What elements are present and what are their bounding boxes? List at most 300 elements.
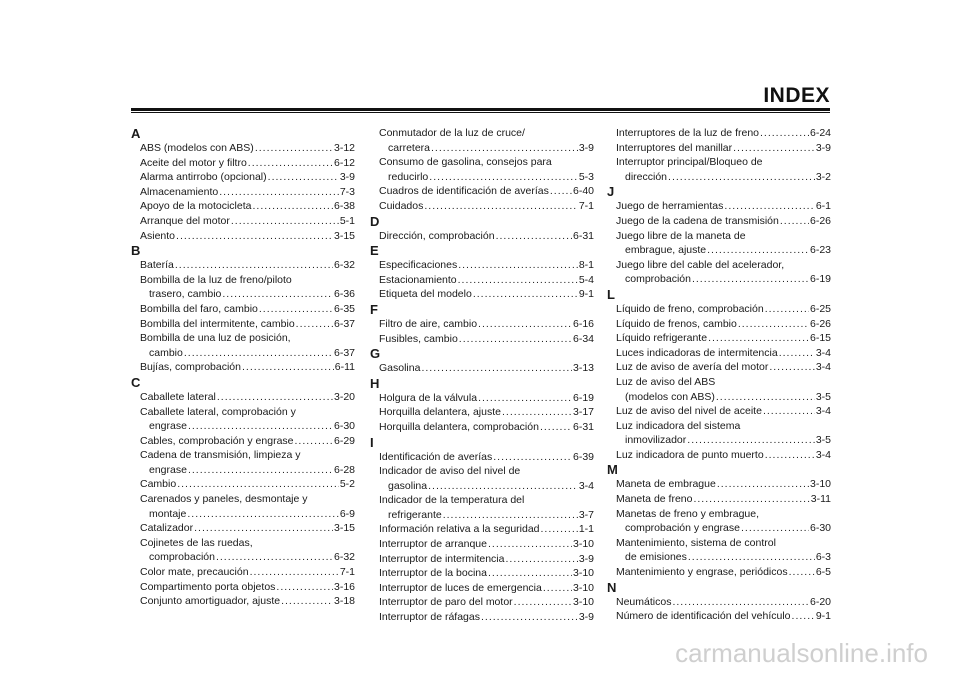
entry-text: Líquido de frenos, cambio <box>616 317 737 330</box>
entry-text: Interruptor de ráfagas <box>379 611 480 624</box>
entry-text: Interruptores de la luz de freno <box>616 127 760 139</box>
index-entry-continuation <box>370 508 594 523</box>
entry-page-number: 9-1 <box>578 288 594 301</box>
entry-page-number: 6-25 <box>809 302 831 315</box>
section-letter: C <box>131 374 141 390</box>
index-entry <box>370 258 594 273</box>
index-entry <box>131 141 355 156</box>
index-entry <box>607 507 831 522</box>
index-entry <box>370 537 594 552</box>
title-rule <box>131 108 830 113</box>
entry-text: reducirlo <box>388 170 429 183</box>
entry-text: Identificación de averías <box>379 450 493 463</box>
entry-page-number: 6-32 <box>333 259 355 272</box>
entry-text: Número de identificación del vehículo <box>616 610 791 623</box>
entry-page-number: 6-20 <box>809 595 831 608</box>
dot-leader <box>473 287 578 302</box>
entry-text: Horquilla delantera, ajuste <box>379 406 501 419</box>
dot-leader <box>493 450 572 465</box>
entry-page-number: 6-37 <box>333 346 355 359</box>
entry-page-number: 3-10 <box>572 581 594 594</box>
entry-page-number: 6-26 <box>809 214 831 227</box>
entry-page-number: 6-5 <box>815 566 831 579</box>
dot-leader <box>724 199 814 214</box>
index-entry <box>370 581 594 596</box>
dot-leader <box>708 331 809 346</box>
entry-page-number: 3-12 <box>333 142 355 154</box>
index-entry <box>607 229 831 244</box>
dot-leader <box>231 214 339 229</box>
dot-leader <box>741 521 809 536</box>
dot-leader <box>431 141 578 156</box>
index-entry <box>131 536 355 551</box>
entry-page-number: 3-4 <box>578 479 594 492</box>
dot-leader <box>769 360 814 375</box>
entry-text: Bombilla de una luz de posición, <box>140 332 291 345</box>
dot-leader <box>255 141 333 156</box>
entry-text: Luz indicadora del sistema <box>616 419 741 432</box>
dot-leader <box>668 170 815 185</box>
dot-leader <box>219 185 339 200</box>
index-entry <box>131 258 355 273</box>
index-entry-continuation <box>607 272 831 287</box>
entry-text: comprobación <box>625 273 691 286</box>
entry-text: dirección <box>625 170 668 183</box>
index-entry-continuation <box>131 346 355 361</box>
entry-text: Mantenimiento, sistema de control <box>616 536 776 549</box>
index-entry <box>370 332 594 347</box>
dot-leader <box>541 522 578 537</box>
index-column-2 <box>370 126 594 625</box>
dot-leader <box>505 552 577 567</box>
entry-text: Indicador de aviso del nivel de <box>379 465 521 478</box>
dot-leader <box>488 537 572 552</box>
entry-page-number: 3-10 <box>572 567 594 580</box>
index-entry-continuation <box>607 550 831 565</box>
entry-text: Maneta de embrague <box>616 478 716 491</box>
entry-text: Filtro de aire, cambio <box>379 317 478 330</box>
index-entry-continuation <box>607 170 831 185</box>
section-letter: M <box>607 462 618 478</box>
entry-text: Bombilla de la luz de freno/piloto <box>140 273 292 286</box>
entry-page-number: 3-4 <box>815 448 831 461</box>
index-entry <box>131 360 355 375</box>
index-entry <box>131 492 355 507</box>
section-letter: B <box>131 243 141 259</box>
entry-text: Conjunto amortiguador, ajuste <box>140 595 281 608</box>
index-entry <box>607 419 831 434</box>
entry-text: montaje <box>149 507 187 520</box>
entry-page-number: 7-1 <box>578 199 594 212</box>
dot-leader <box>738 317 809 332</box>
entry-text: Color mate, precaución <box>140 566 249 579</box>
entry-text: Arranque del motor <box>140 214 230 227</box>
section-letter: J <box>607 184 615 200</box>
dot-leader <box>540 420 572 435</box>
entry-page-number: 3-9 <box>578 141 594 154</box>
entry-text: Interruptor de la bocina <box>379 567 487 580</box>
dot-leader <box>543 581 572 596</box>
dot-leader <box>478 317 572 332</box>
entry-page-number: 3-9 <box>339 171 355 184</box>
entry-page-number: 6-39 <box>572 450 594 463</box>
entry-page-number: 1-1 <box>578 523 594 536</box>
dot-leader <box>779 346 815 361</box>
index-entry-continuation <box>131 463 355 478</box>
entry-page-number: 6-28 <box>333 463 355 476</box>
entry-text: Bombilla del intermitente, cambio <box>140 317 295 330</box>
index-entry <box>370 199 594 214</box>
dot-leader <box>792 609 815 624</box>
entry-page-number: 6-3 <box>815 551 831 564</box>
index-entry <box>370 566 594 581</box>
section-letter: I <box>370 434 374 450</box>
dot-leader <box>424 199 577 214</box>
index-entry-continuation <box>607 243 831 258</box>
entry-page-number: 3-20 <box>333 390 355 403</box>
entry-page-number: 6-40 <box>572 185 594 198</box>
entry-page-number: 6-35 <box>333 302 355 315</box>
dot-leader <box>222 287 333 302</box>
index-entry-continuation <box>607 521 831 536</box>
index-entry <box>131 170 355 185</box>
entry-text: Cojinetes de las ruedas, <box>140 536 253 549</box>
index-entry <box>131 477 355 492</box>
entry-text: comprobación y engrase <box>625 522 740 535</box>
dot-leader <box>295 434 333 449</box>
index-entry <box>370 361 594 376</box>
index-entry <box>370 229 594 244</box>
entry-text: Aceite del motor y filtro <box>140 156 247 169</box>
section-letter: D <box>370 213 380 229</box>
entry-text: cambio <box>149 346 183 359</box>
entry-text: ABS (modelos con ABS) <box>140 142 254 154</box>
entry-text: Batería <box>140 259 174 272</box>
dot-leader <box>502 405 572 420</box>
entry-text: Líquido refrigerante <box>616 332 708 345</box>
entry-page-number: 3-15 <box>333 522 355 535</box>
dot-leader <box>443 508 578 523</box>
index-entry <box>607 375 831 390</box>
entry-text: Horquilla delantera, comprobación <box>379 420 539 433</box>
index-entry <box>131 580 355 595</box>
dot-leader <box>175 258 333 273</box>
dot-leader <box>281 594 333 609</box>
dot-leader <box>187 507 338 522</box>
index-entry <box>131 199 355 214</box>
index-entry <box>607 477 831 492</box>
dot-leader <box>760 126 809 141</box>
dot-leader <box>176 229 333 244</box>
dot-leader <box>217 390 333 405</box>
entry-text: Holgura de la válvula <box>379 391 478 404</box>
entry-page-number: 9-1 <box>815 610 831 623</box>
entry-page-number: 3-16 <box>333 580 355 593</box>
index-entry <box>370 126 594 141</box>
entry-text: de emisiones <box>625 551 687 564</box>
index-entry-continuation <box>131 550 355 565</box>
entry-page-number: 3-17 <box>572 406 594 419</box>
entry-text: Juego de herramientas <box>616 200 724 213</box>
dot-leader <box>252 199 333 214</box>
entry-text: Cambio <box>140 478 177 491</box>
entry-page-number: 6-37 <box>333 317 355 330</box>
index-entry <box>131 331 355 346</box>
entry-page-number: 7-1 <box>339 566 355 579</box>
entry-page-number: 3-10 <box>572 596 594 609</box>
index-entry <box>131 302 355 317</box>
entry-text: Dirección, comprobación <box>379 229 495 242</box>
entry-page-number: 6-26 <box>809 317 831 330</box>
entry-text: Gasolina <box>379 362 421 375</box>
entry-text: engrase <box>149 463 187 476</box>
dot-leader <box>268 170 339 185</box>
index-entry <box>131 229 355 244</box>
entry-page-number: 3-4 <box>815 361 831 374</box>
section-letter: L <box>607 286 615 302</box>
entry-text: trasero, cambio <box>149 288 222 301</box>
entry-text: Carenados y paneles, desmontaje y <box>140 493 308 506</box>
entry-text: Caballete lateral <box>140 390 216 403</box>
entry-page-number: 6-11 <box>334 361 355 374</box>
dot-leader <box>421 361 572 376</box>
entry-page-number: 3-9 <box>578 552 594 565</box>
dot-leader <box>177 477 339 492</box>
entry-text: engrase <box>149 420 187 433</box>
entry-page-number: 6-38 <box>333 200 355 213</box>
entry-page-number: 6-9 <box>339 507 355 520</box>
entry-text: Neumáticos <box>616 595 672 608</box>
index-entry <box>370 522 594 537</box>
dot-leader <box>716 390 815 405</box>
dot-leader <box>296 317 333 332</box>
index-entry <box>370 450 594 465</box>
dot-leader <box>763 404 815 419</box>
entry-text: Manetas de freno y embrague, <box>616 507 760 520</box>
dot-leader <box>780 214 809 229</box>
dot-leader <box>707 243 809 258</box>
dot-leader <box>184 346 333 361</box>
entry-text: Almacenamiento <box>140 185 219 198</box>
entry-page-number: 6-15 <box>809 332 831 345</box>
entry-text: Especificaciones <box>379 259 458 272</box>
page-title: INDEX <box>763 84 830 107</box>
index-entry <box>607 258 831 273</box>
index-entry <box>607 199 831 214</box>
index-entry <box>607 214 831 229</box>
entry-text: Interruptores del manillar <box>616 141 733 154</box>
index-entry <box>607 360 831 375</box>
section-letter: A <box>131 126 141 141</box>
entry-text: Mantenimiento y engrase, periódicos <box>616 566 788 579</box>
entry-text: Catalizador <box>140 522 194 535</box>
entry-page-number: 3-9 <box>578 611 594 624</box>
dot-leader <box>488 566 572 581</box>
dot-leader <box>717 477 809 492</box>
entry-text: Cadena de transmisión, limpieza y <box>140 449 301 462</box>
index-entry <box>131 317 355 332</box>
entry-page-number: 6-19 <box>572 391 594 404</box>
index-entry <box>370 464 594 479</box>
index-entry <box>131 434 355 449</box>
entry-page-number: 3-9 <box>815 141 831 154</box>
dot-leader <box>188 463 333 478</box>
dot-leader <box>765 448 815 463</box>
entry-text: Consumo de gasolina, consejos para <box>379 156 552 169</box>
entry-text: Conmutador de la luz de cruce/ <box>379 127 525 139</box>
dot-leader <box>194 521 333 536</box>
index-entry <box>607 126 831 141</box>
dot-leader <box>459 332 572 347</box>
index-entry-continuation <box>370 479 594 494</box>
index-entry <box>607 346 831 361</box>
entry-text: Bujías, comprobación <box>140 361 241 374</box>
entry-page-number: 3-5 <box>815 390 831 403</box>
index-entry <box>607 492 831 507</box>
dot-leader <box>789 565 815 580</box>
entry-text: Cuadros de identificación de averías <box>379 185 549 198</box>
entry-text: Juego de la cadena de transmisión <box>616 214 779 227</box>
index-entry-continuation <box>370 170 594 185</box>
entry-page-number: 6-16 <box>572 317 594 330</box>
entry-page-number: 5-1 <box>339 214 355 227</box>
entry-text: Luz indicadora de punto muerto <box>616 448 764 461</box>
index-entry <box>370 610 594 625</box>
dot-leader <box>478 391 572 406</box>
index-entry <box>131 521 355 536</box>
entry-page-number: 3-2 <box>815 170 831 183</box>
index-entry <box>607 404 831 419</box>
entry-page-number: 3-5 <box>815 434 831 447</box>
index-entry <box>131 214 355 229</box>
index-entry <box>607 448 831 463</box>
entry-page-number: 6-19 <box>809 273 831 286</box>
index-entry-continuation <box>131 287 355 302</box>
dot-leader <box>692 272 809 287</box>
dot-leader <box>550 184 572 199</box>
index-entry <box>607 609 831 624</box>
entry-page-number: 6-32 <box>333 551 355 564</box>
entry-page-number: 3-4 <box>815 405 831 418</box>
entry-page-number: 6-36 <box>333 288 355 301</box>
entry-text: Cables, comprobación y engrase <box>140 434 294 447</box>
entry-text: Compartimento porta objetos <box>140 580 276 593</box>
entry-page-number: 6-31 <box>572 420 594 433</box>
entry-text: Fusibles, cambio <box>379 332 458 345</box>
entry-text: Luz de aviso del ABS <box>616 375 716 388</box>
entry-text: Juego libre del cable del acelerador, <box>616 258 785 271</box>
entry-page-number: 3-4 <box>815 346 831 359</box>
index-entry <box>607 155 831 170</box>
section-letter: F <box>370 301 378 317</box>
dot-leader <box>496 229 572 244</box>
entry-text: Luces indicadoras de intermitencia <box>616 346 778 359</box>
entry-text: Luz de aviso del nivel de aceite <box>616 405 762 418</box>
entry-text: Juego libre de la maneta de <box>616 229 746 242</box>
entry-text: Interruptor de luces de emergencia <box>379 581 542 594</box>
entry-text: Información relativa a la seguridad <box>379 523 540 536</box>
entry-page-number: 6-23 <box>809 244 831 257</box>
entry-text: refrigerante <box>388 508 442 521</box>
entry-text: Interruptor de paro del motor <box>379 596 513 609</box>
dot-leader <box>693 492 809 507</box>
index-entry-continuation <box>370 141 594 156</box>
entry-text: Caballete lateral, comprobación y <box>140 405 296 418</box>
index-entry <box>370 552 594 567</box>
entry-page-number: 6-1 <box>815 200 831 213</box>
dot-leader <box>429 170 578 185</box>
entry-page-number: 5-2 <box>339 478 355 491</box>
index-entry <box>607 565 831 580</box>
entry-page-number: 7-3 <box>339 185 355 198</box>
dot-leader <box>687 433 815 448</box>
dot-leader <box>248 156 333 171</box>
index-entry-continuation <box>131 507 355 522</box>
entry-text: Bombilla del faro, cambio <box>140 302 258 315</box>
index-entry <box>370 317 594 332</box>
index-entry <box>370 184 594 199</box>
entry-page-number: 6-24 <box>809 127 831 139</box>
entry-text: Interruptor principal/Bloqueo de <box>616 156 763 169</box>
entry-text: Maneta de freno <box>616 493 693 506</box>
dot-leader <box>765 302 809 317</box>
index-entry <box>370 405 594 420</box>
entry-page-number: 6-30 <box>333 420 355 433</box>
dot-leader <box>242 360 334 375</box>
entry-page-number: 3-10 <box>572 538 594 551</box>
entry-text: carretera <box>388 141 431 154</box>
entry-page-number: 5-4 <box>578 273 594 286</box>
dot-leader <box>672 595 809 610</box>
entry-page-number: 3-10 <box>809 478 831 491</box>
dot-leader <box>428 479 578 494</box>
entry-text: Interruptor de arranque <box>379 538 487 551</box>
index-entry <box>370 420 594 435</box>
entry-text: Alarma antirrobo (opcional) <box>140 171 267 184</box>
index-entry <box>370 287 594 302</box>
entry-page-number: 6-30 <box>809 522 831 535</box>
entry-text: Apoyo de la motocicleta <box>140 200 252 213</box>
index-entry <box>607 317 831 332</box>
dot-leader <box>458 258 578 273</box>
index-entry <box>370 493 594 508</box>
index-entry <box>131 273 355 288</box>
index-entry <box>607 595 831 610</box>
entry-text: comprobación <box>149 551 215 564</box>
dot-leader <box>688 550 815 565</box>
watermark: carmanualsonline.info <box>675 638 928 668</box>
index-entry-continuation <box>607 433 831 448</box>
index-entry <box>131 156 355 171</box>
entry-text: Estacionamiento <box>379 273 457 286</box>
entry-text: (modelos con ABS) <box>625 390 715 403</box>
dot-leader <box>259 302 333 317</box>
entry-text: Cuidados <box>379 199 424 212</box>
index-entry <box>131 594 355 609</box>
dot-leader <box>216 550 333 565</box>
section-letter: H <box>370 375 380 391</box>
entry-text: Líquido de freno, comprobación <box>616 302 764 315</box>
entry-text: embrague, ajuste <box>625 244 707 257</box>
index-entry <box>607 302 831 317</box>
index-entry <box>607 331 831 346</box>
dot-leader <box>188 419 333 434</box>
index-entry <box>370 391 594 406</box>
index-entry <box>607 536 831 551</box>
entry-page-number: 3-11 <box>810 493 831 506</box>
section-letter: G <box>370 346 381 362</box>
entry-page-number: 6-34 <box>572 332 594 345</box>
